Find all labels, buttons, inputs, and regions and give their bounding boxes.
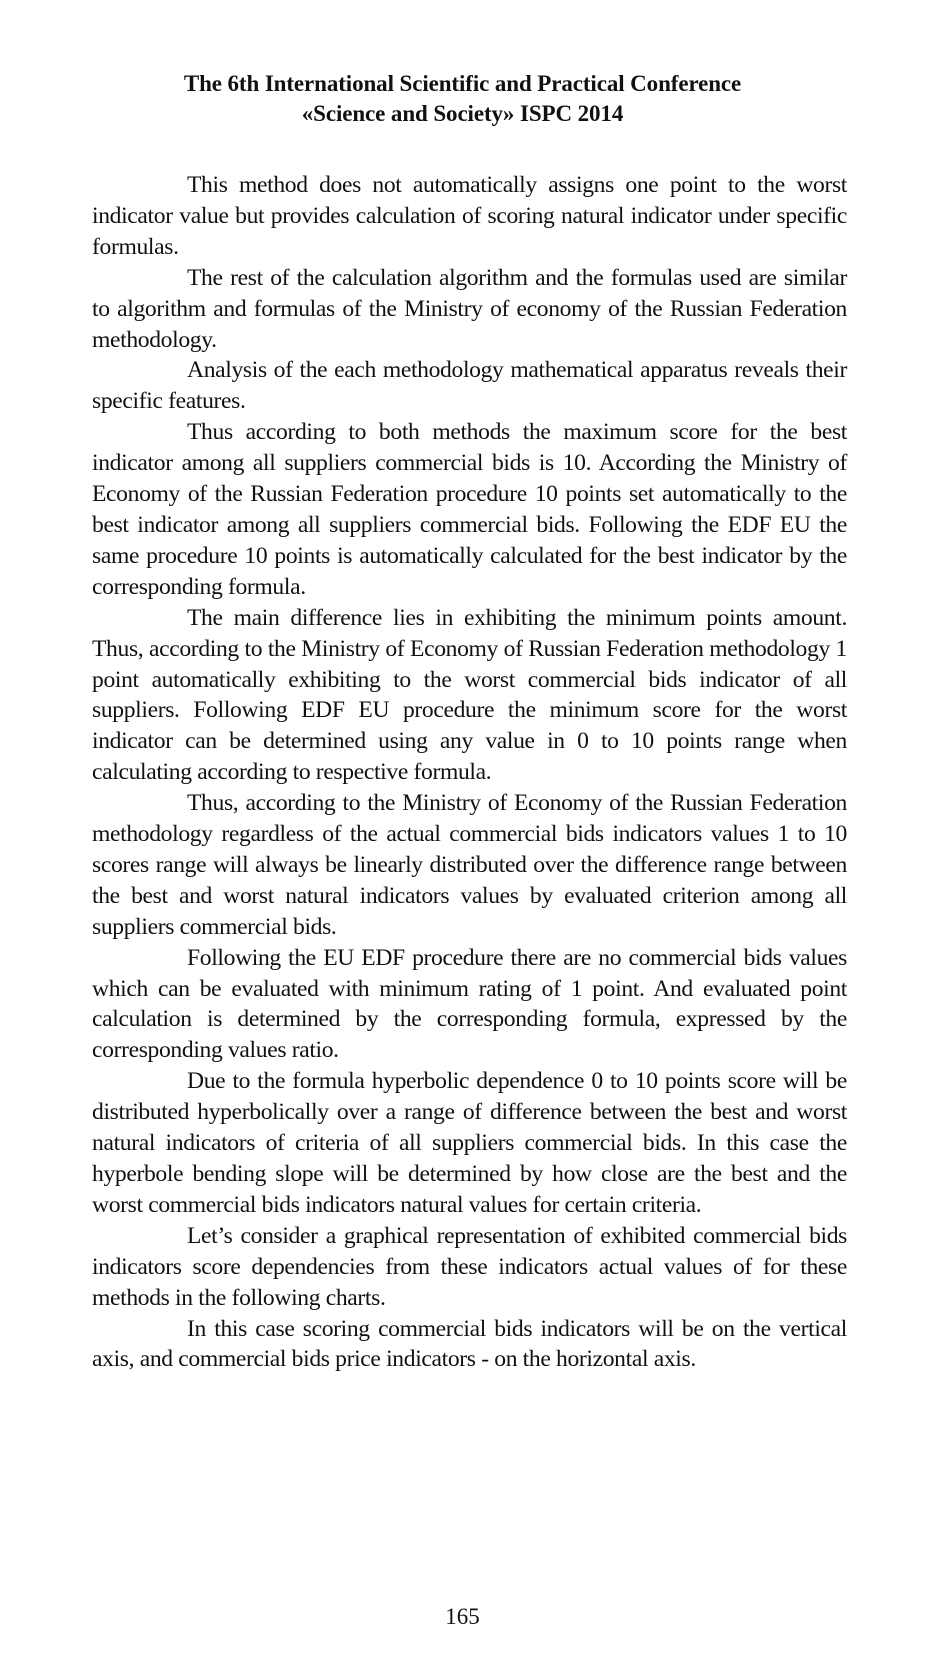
paragraph: This method does not automatically assigns one point to the worst indicator value but provides calculation of scoring natural indicator under specific formulas. [92, 172, 847, 260]
header-line-conference: The 6th International Scientific and Practical Conference [183, 71, 742, 96]
paragraph: Following the EU EDF procedure there are no commercial bids values which can be evaluated with minimum rating of 1 point. And evaluated point calculation is determined by the corresponding formula, expressed by the corresponding values ratio. [92, 944, 847, 1064]
page-number: 165 [445, 1604, 480, 1629]
paragraph: The rest of the calculation algorithm and the formulas used are similar to algorithm and formulas of the Ministry of economy of the Russian Federation methodology. [92, 264, 847, 353]
paragraph: Due to the formula hyperbolic dependence 0 to 10 points score will be distributed hyperbolically over a range of difference between the best and worst natural indicators of criteria of all suppliers commercial bids. In this case the hyperbole bending slope will be determined by how close are the best and the worst commercial bids indicators natural values for certain criteria. [92, 1068, 847, 1218]
paragraph: Thus, according to the Ministry of Economy of the Russian Federation methodology regardless of the actual commercial bids indicators values 1 to 10 scores range will always be linearly distributed over the difference range between the best and worst natural indicators values by evaluated criterion among all suppliers commercial bids. [92, 790, 847, 940]
paragraph: The main difference lies in exhibiting the minimum points amount. Thus, according to the Ministry of Economy of Russian Federation methodology 1 point automatically exhibiting to the worst commercial bids indicator of all suppliers. Following EDF EU procedure the minimum score for the worst indicator can be determined using any value in 0 to 10 points range when calculating according to respective formula. [92, 604, 847, 786]
running-header [92, 69, 833, 129]
paragraph: Analysis of the each methodology mathematical apparatus reveals their specific features. [92, 357, 847, 415]
header-line-event: «Science and Society» ISPC 2014 [301, 101, 624, 126]
paragraph: Thus according to both methods the maximum score for the best indicator among all suppliers commercial bids is 10. According the Ministry of Economy of the Russian Federation procedure 10 points set automatically to the best indicator among all suppliers commercial bids. Following the EDF EU the same procedure 10 points is automatically calculated for the best indicator by the corresponding formula. [92, 419, 847, 600]
body-text [92, 170, 847, 1375]
paragraph: Let’s consider a graphical representation of exhibited commercial bids indicators score dependencies from these indicators actual values of for these methods in the following charts. [92, 1222, 847, 1311]
paragraph: In this case scoring commercial bids indicators will be on the vertical axis, and commercial bids price indicators - on the horizontal axis. [92, 1315, 847, 1373]
